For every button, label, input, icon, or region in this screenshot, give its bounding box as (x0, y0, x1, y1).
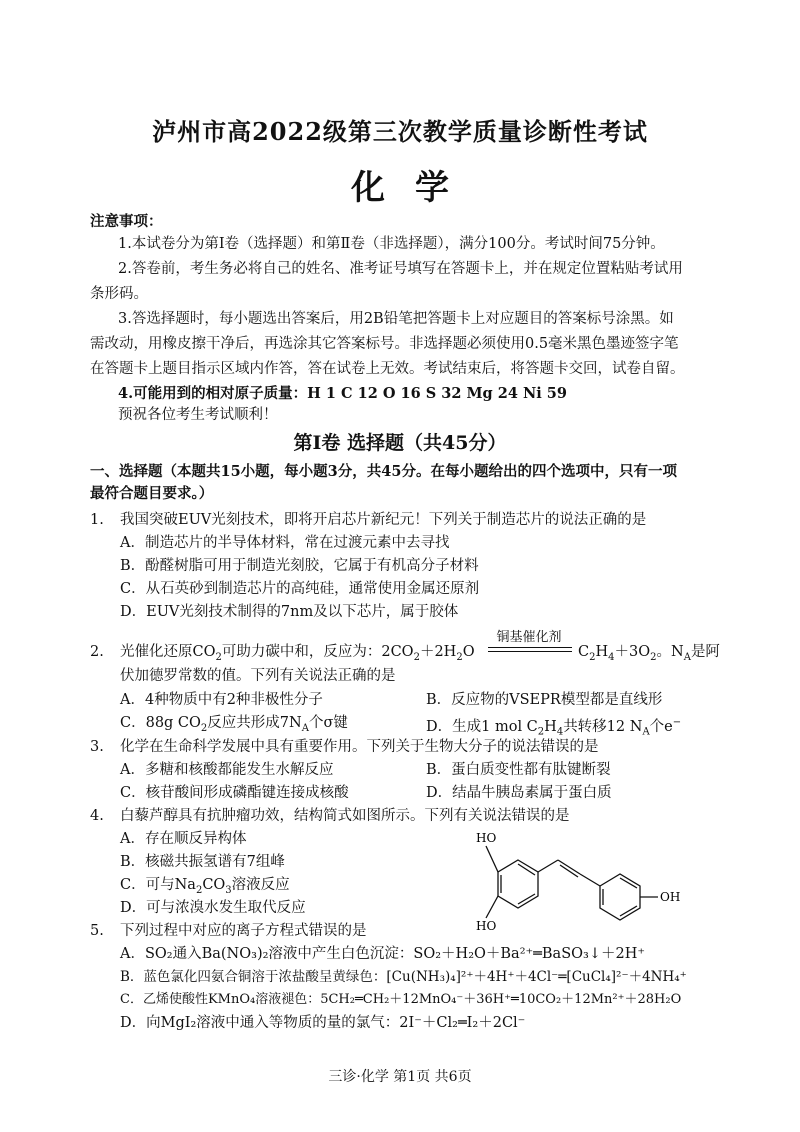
q2-number: 2. (90, 644, 104, 660)
q4-option-a: A．存在顺反异构体 (120, 831, 247, 847)
notice-item-2-cont: 条形码。 (90, 286, 148, 302)
notice-item-2: 2.答卷前，考生务必将自己的姓名、准考证号填写在答题卡上，并在规定位置粘贴考试用 (118, 261, 683, 277)
q3-stem: 化学在生命科学发展中具有重要作用。下列关于生物大分子的说法错误的是 (120, 739, 599, 755)
section-instructions-cont: 最符合题目要求。） (90, 485, 214, 502)
q2-option-a: A．4种物质中有2种非极性分子 (120, 692, 323, 708)
subject-title: 化学 (351, 168, 479, 208)
q3-option-d: D．结晶牛胰岛素属于蛋白质 (426, 785, 612, 801)
q3-option-a: A．多糖和核酸都能发生水解反应 (120, 762, 334, 778)
q2-reaction-arrow-bottom (488, 651, 572, 652)
notice-heading: 注意事项： (90, 213, 163, 230)
bond-to-ho-top (486, 846, 498, 872)
resveratrol-structure (476, 826, 698, 936)
q1-stem: 我国突破EUV光刻技术，即将开启芯片新纪元！下列关于制造芯片的说法正确的是 (120, 512, 647, 528)
q2-option-c: C．88g $CO_2$反应共形成$7N_A$个σ键 (120, 715, 348, 734)
vinyl-bond-2 (558, 860, 580, 874)
q5-option-b: B．蓝色氯化四氨合铜溶于浓盐酸呈黄绿色：[Cu(NH₃)₄]²⁺＋4H⁺＋4Cl⁻═[CuCl₄]²⁻＋4NH₄⁺ (120, 969, 687, 985)
section-instructions: 一、选择题（本题共15小题，每小题3分，共45分。在每小题给出的四个选项中，只有一项 (90, 463, 677, 480)
vinyl-bond-1 (538, 860, 558, 872)
q2-reaction-arrow-top (488, 647, 572, 648)
q4-option-b: B．核磁共振氢谱有7组峰 (120, 854, 285, 870)
notice-item-3-cont1: 需改动，用橡皮擦干净后，再选涂其它答案标号。非选择题必须使用0.5毫米黑色墨迹签字笔 (90, 336, 679, 352)
benzene-ring-left (498, 860, 538, 908)
ho-label-top: HO (476, 831, 497, 845)
q1-option-c: C．从石英砂到制造芯片的高纯硅，通常使用金属还原剂 (120, 581, 480, 597)
q3-number: 3. (90, 739, 104, 755)
notice-item-1: 1.本试卷分为第Ⅰ卷（选择题）和第Ⅱ卷（非选择题），满分100分。考试时间75分钟。 (118, 236, 665, 252)
benzene-ring-right (600, 874, 640, 920)
q2-stem-cont: 伏加德罗常数的值。下列有关说法正确的是 (120, 668, 396, 684)
oh-label-right: OH (660, 890, 681, 904)
q3-option-c: C．核苷酸间形成磷酯键连接成核酸 (120, 785, 349, 801)
notice-item-3-cont2: 在答题卡上题目指示区域内作答，答在试卷上无效。考试结束后，将答题卡交回，试卷自留。 (90, 361, 685, 377)
q5-stem: 下列过程中对应的离子方程式错误的是 (120, 923, 367, 939)
q2-catalyst-label: 铜基催化剂 (496, 630, 562, 645)
notice-item-3: 3.答选择题时，每小题选出答案后，用2B铅笔把答题卡上对应题目的答案标号涂黑。如 (118, 311, 674, 327)
notice-item-4: 4.可能用到的相对原子质量：H 1 C 12 O 16 S 32 Mg 24 Ni 59 (118, 385, 567, 402)
q1-option-d: D．EUV光刻技术制得的7nm及以下芯片，属于胶体 (120, 604, 459, 620)
q4-number: 4. (90, 808, 104, 824)
q2-option-b: B．反应物的VSEPR模型都是直线形 (426, 692, 663, 708)
q4-stem: 白藜芦醇具有抗肿瘤功效，结构简式如图所示。下列有关说法错误的是 (120, 808, 570, 824)
q1-number: 1. (90, 512, 104, 528)
vinyl-bond-3 (580, 874, 600, 886)
q4-option-d: D．可与浓溴水发生取代反应 (120, 900, 306, 916)
q5-option-c: C．乙烯使酸性KMnO₄溶液褪色：5CH₂═CH₂＋12MnO₄⁻＋36H⁺═10CO₂＋12Mn²⁺＋28H₂O (120, 992, 682, 1007)
q5-option-d: D．向MgI₂溶液中通入等物质的量的氯气：2I⁻＋Cl₂═I₂＋2Cl⁻ (120, 1015, 526, 1031)
section-title: 第Ⅰ卷 选择题（共45分） (293, 432, 507, 454)
q4-option-c: C．可与$Na_2CO_3$溶液反应 (120, 877, 290, 896)
q5-option-a: A．SO₂通入Ba(NO₃)₂溶液中产生白色沉淀：SO₂＋H₂O＋Ba²⁺═BaSO₃↓＋2H⁺ (120, 946, 646, 962)
q1-option-b: B．酚醛树脂可用于制造光刻胶，它属于有机高分子材料 (120, 558, 479, 574)
page-footer: 三诊·化学 第1页 共6页 (328, 1069, 472, 1085)
page-title: 泸州市高2022级第三次教学质量诊断性考试 (152, 117, 648, 146)
q1-option-a: A．制造芯片的半导体材料，常在过渡元素中去寻找 (120, 535, 450, 551)
q2-stem: 光催化还原$CO_2$可助力碳中和，反应为：$2CO_2+2H_2O$ (120, 644, 475, 663)
q2-option-d: D．生成1 mol $C_2H_4$共转移12 $N_A$个e− (426, 717, 682, 738)
q5-number: 5. (90, 923, 104, 939)
q3-option-b: B．蛋白质变性都有肽键断裂 (426, 762, 611, 778)
notice-wish: 预祝各位考生考试顺利！ (118, 407, 278, 423)
ho-label-bottom: HO (476, 919, 497, 933)
q2-products: $C_2H_4+3O_2$。$N_A$是阿 (578, 644, 720, 663)
bond-to-ho-bottom (486, 896, 498, 918)
